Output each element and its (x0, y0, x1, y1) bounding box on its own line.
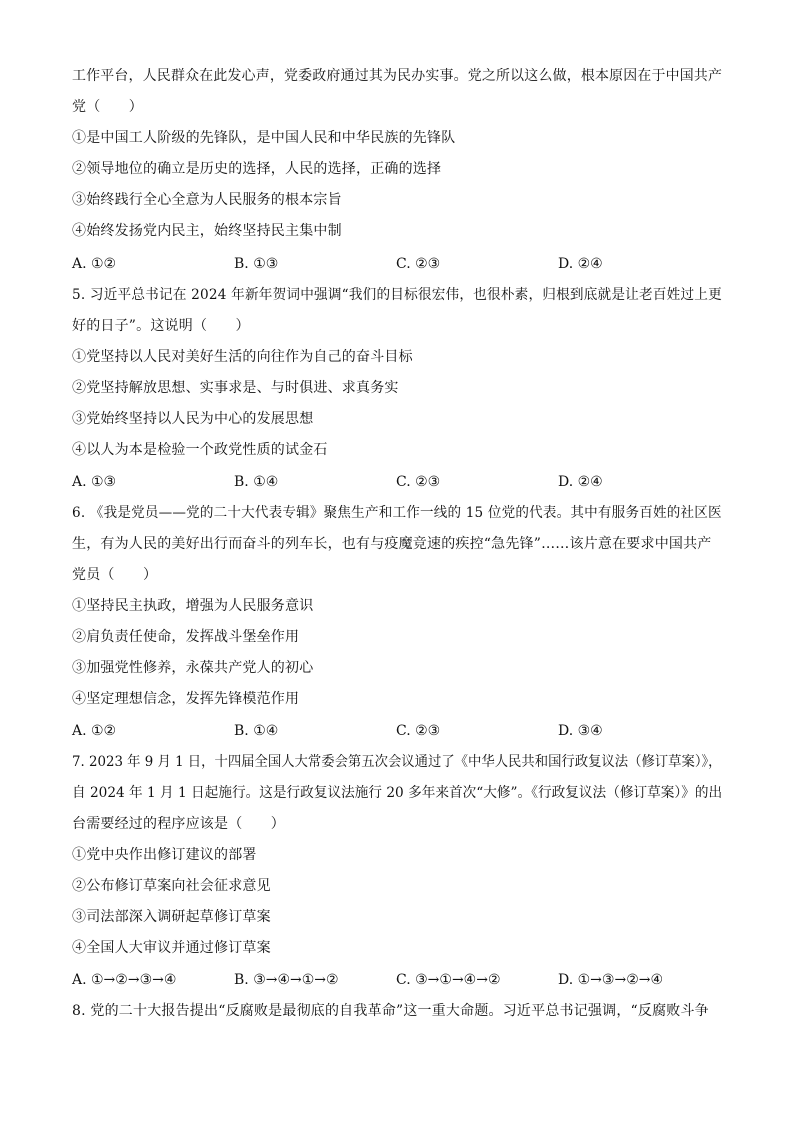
question-7-stem-line-3: 台需要经过的程序应该是（ ） (72, 816, 285, 832)
question-4-item-2: ②领导地位的确立是历史的选择，人民的选择，正确的选择 (72, 161, 442, 177)
question-7-item-1: ①党中央作出修订建议的部署 (72, 847, 257, 863)
question-4-option-d[interactable]: D. ②④ (558, 256, 603, 272)
question-5-option-d[interactable]: D. ②④ (558, 474, 603, 490)
question-6-item-2: ②肩负责任使命，发挥战斗堡垒作用 (72, 629, 300, 645)
question-5-stem-line-2: 好的日子”。这说明（ ） (72, 318, 250, 334)
question-6-item-1: ①坚持民主执政，增强为人民服务意识 (72, 598, 314, 614)
question-5-item-1: ①党坚持以人民对美好生活的向往作为自己的奋斗目标 (72, 349, 413, 365)
question-5-option-c[interactable]: C. ②③ (396, 474, 441, 490)
question-6-stem-line-3: 党员（ ） (72, 567, 158, 583)
question-4-item-3: ③始终践行全心全意为人民服务的根本宗旨 (72, 192, 342, 208)
question-6-item-4: ④坚定理想信念，发挥先锋模范作用 (72, 691, 300, 707)
question-6-stem-line-2: 生，有为人民的美好出行而奋斗的列车长，也有与疫魔竞速的疾控“急先锋”……该片意在要求中国共产 (72, 536, 712, 552)
question-5-stem-line-1: 5. 习近平总书记在 2024 年新年贺词中强调“我们的目标很宏伟，也很朴素，归根到底就是让老百姓过上更 (72, 287, 722, 303)
question-4-item-4: ④始终发扬党内民主，始终坚持民主集中制 (72, 223, 342, 239)
question-5-item-4: ④以人为本是检验一个政党性质的试金石 (72, 442, 328, 458)
question-4-stem-line-1: 工作平台，人民群众在此发心声，党委政府通过其为民办实事。党之所以这么做，根本原因在于中国共产 (72, 68, 723, 84)
question-6-option-a[interactable]: A. ①② (72, 723, 117, 739)
question-7-stem-line-1: 7. 2023 年 9 月 1 日，十四届全国人大常委会第五次会议通过了《中华人民共和国行政复议法（修订草案）》， (72, 754, 722, 770)
question-7-item-2: ②公布修订草案向社会征求意见 (72, 878, 271, 894)
question-5-item-3: ③党始终坚持以人民为中心的发展思想 (72, 411, 314, 427)
question-7-option-b[interactable]: B. ③→④→①→② (234, 972, 339, 988)
question-4-option-a[interactable]: A. ①② (72, 256, 117, 272)
question-6-option-d[interactable]: D. ③④ (558, 723, 603, 739)
question-5-option-b[interactable]: B. ①④ (234, 474, 279, 490)
question-5-item-2: ②党坚持解放思想、实事求是、与时俱进、求真务实 (72, 380, 399, 396)
question-4-item-1: ①是中国工人阶级的先锋队，是中国人民和中华民族的先锋队 (72, 130, 456, 146)
question-7-item-4: ④全国人大审议并通过修订草案 (72, 940, 271, 956)
question-4-option-b[interactable]: B. ①③ (234, 256, 279, 272)
question-7-item-3: ③司法部深入调研起草修订草案 (72, 909, 271, 925)
question-4-option-c[interactable]: C. ②③ (396, 256, 441, 272)
question-5-option-a[interactable]: A. ①③ (72, 474, 117, 490)
question-7-option-a[interactable]: A. ①→②→③→④ (72, 972, 177, 988)
question-7-option-c[interactable]: C. ③→①→④→② (396, 972, 501, 988)
question-6-option-b[interactable]: B. ①④ (234, 723, 279, 739)
question-4-stem-line-2: 党（ ） (72, 99, 143, 115)
question-6-stem-line-1: 6. 《我是党员——党的二十大代表专辑》聚焦生产和工作一线的 15 位党的代表。其中有服务百姓的社区医 (72, 505, 722, 521)
question-6-item-3: ③加强党性修养，永葆共产党人的初心 (72, 660, 314, 676)
question-7-option-d[interactable]: D. ①→③→②→④ (558, 972, 664, 988)
question-7-stem-line-2: 自 2024 年 1 月 1 日起施行。这是行政复议法施行 20 多年来首次“大修”。《行政复议法（修订草案）》的出 (72, 785, 723, 801)
question-8-stem-line-1: 8. 党的二十大报告提出“反腐败是最彻底的自我革命”这一重大命题。习近平总书记强调，“反腐败斗争 (72, 1003, 709, 1019)
question-6-option-c[interactable]: C. ②③ (396, 723, 441, 739)
